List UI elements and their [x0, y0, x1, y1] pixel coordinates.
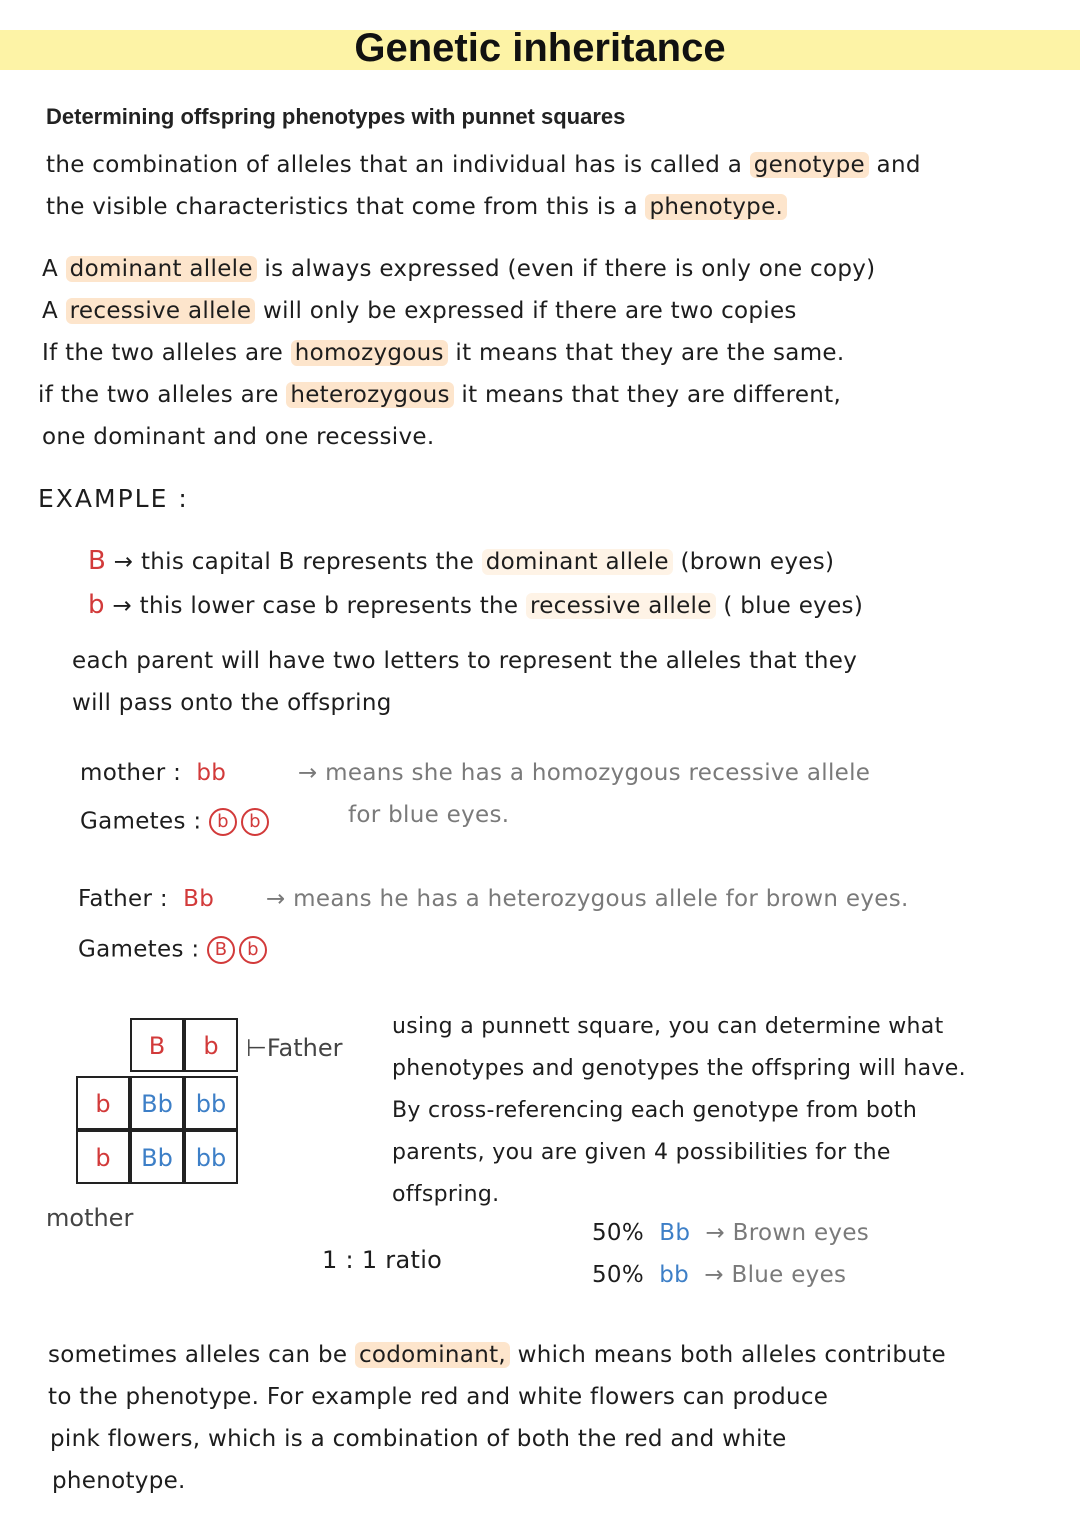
phenotype-highlight: phenotype.	[645, 194, 787, 220]
recessive-allele-highlight: recessive allele	[66, 298, 256, 324]
mother-genotype: bb	[196, 760, 227, 786]
codominant-highlight: codominant,	[355, 1342, 510, 1368]
mother-gamete-1: b	[209, 808, 237, 836]
explain-line-2: phenotypes and genotypes the offspring will have.	[392, 1056, 966, 1081]
recessive-allele-highlight-2: recessive allele	[526, 593, 716, 619]
punnett-cell-1-1: Bb	[130, 1076, 184, 1130]
punnett-mother-label: mother	[46, 1204, 134, 1232]
explain-line-3: By cross-referencing each genotype from both	[392, 1098, 918, 1123]
punnett-side-2: b	[76, 1130, 130, 1184]
father-gametes-line: Gametes : B b	[78, 936, 271, 964]
punnett-top-1: B	[130, 1018, 184, 1072]
mother-desc-2: for blue eyes.	[348, 802, 510, 828]
mother-desc-1: → means she has a homozygous recessive allele	[298, 760, 871, 786]
punnett-cell-2-1: Bb	[130, 1130, 184, 1184]
genotype-highlight: genotype	[750, 152, 869, 178]
ratio-label: 1 : 1 ratio	[322, 1246, 443, 1274]
codominance-line-2: to the phenotype. For example red and white flowers can produce	[48, 1384, 829, 1410]
example-label: EXAMPLE :	[38, 484, 189, 513]
result-row-2: 50% bb → Blue eyes	[592, 1262, 847, 1288]
parent-line-2: will pass onto the offspring	[72, 690, 392, 716]
father-desc: → means he has a heterozygous allele for brown eyes.	[266, 886, 909, 912]
punnett-cell-1-2: bb	[184, 1076, 238, 1130]
recessive-line: A recessive allele will only be expressed if there are two copies	[42, 298, 797, 324]
heterozygous-line: if the two alleles are heterozygous it means that they are different,	[38, 382, 842, 408]
codominance-line-3: pink flowers, which is a combination of both the red and white	[50, 1426, 787, 1452]
punnett-side-1: b	[76, 1076, 130, 1130]
punnett-cell-2-2: bb	[184, 1130, 238, 1184]
codominance-line-4: phenotype.	[52, 1468, 186, 1494]
homozygous-line: If the two alleles are homozygous it means that they are the same.	[42, 340, 845, 366]
explain-line-4: parents, you are given 4 possibilities for the	[392, 1140, 891, 1165]
capital-b-line: B → this capital B represents the dominant allele (brown eyes)	[88, 546, 835, 576]
mother-gamete-2: b	[241, 808, 269, 836]
homozygous-highlight: homozygous	[291, 340, 448, 366]
parent-line-1: each parent will have two letters to represent the alleles that they	[72, 648, 858, 674]
father-genotype-line: Father : Bb	[78, 886, 215, 912]
dominant-allele-highlight-2: dominant allele	[482, 549, 673, 575]
father-gamete-2: b	[239, 936, 267, 964]
dominant-allele-highlight: dominant allele	[66, 256, 257, 282]
punnett-top-2: b	[184, 1018, 238, 1072]
intro-line-1: the combination of alleles that an individual has is called a genotype and	[46, 152, 921, 178]
alleles-line-5: one dominant and one recessive.	[42, 424, 435, 450]
section-subtitle: Determining offspring phenotypes with punnet squares	[46, 104, 626, 129]
mother-genotype-line: mother : bb	[80, 760, 227, 786]
mother-gametes-line: Gametes : b b	[80, 808, 273, 836]
lower-b-line: b → this lower case b represents the recessive allele ( blue eyes)	[88, 590, 864, 620]
dominant-line: A dominant allele is always expressed (even if there is only one copy)	[42, 256, 876, 282]
result-row-1: 50% Bb → Brown eyes	[592, 1220, 870, 1246]
explain-line-1: using a punnett square, you can determine what	[392, 1014, 944, 1039]
page-title: Genetic inheritance	[354, 26, 726, 70]
father-genotype: Bb	[183, 886, 215, 912]
codominance-line-1: sometimes alleles can be codominant, which means both alleles contribute	[48, 1342, 946, 1368]
heterozygous-highlight: heterozygous	[286, 382, 453, 408]
punnett-father-label: ⊢Father	[246, 1034, 343, 1062]
explain-line-5: offspring.	[392, 1182, 500, 1207]
father-gamete-1: B	[207, 936, 235, 964]
intro-line-2: the visible characteristics that come from this is a phenotype.	[46, 194, 787, 220]
